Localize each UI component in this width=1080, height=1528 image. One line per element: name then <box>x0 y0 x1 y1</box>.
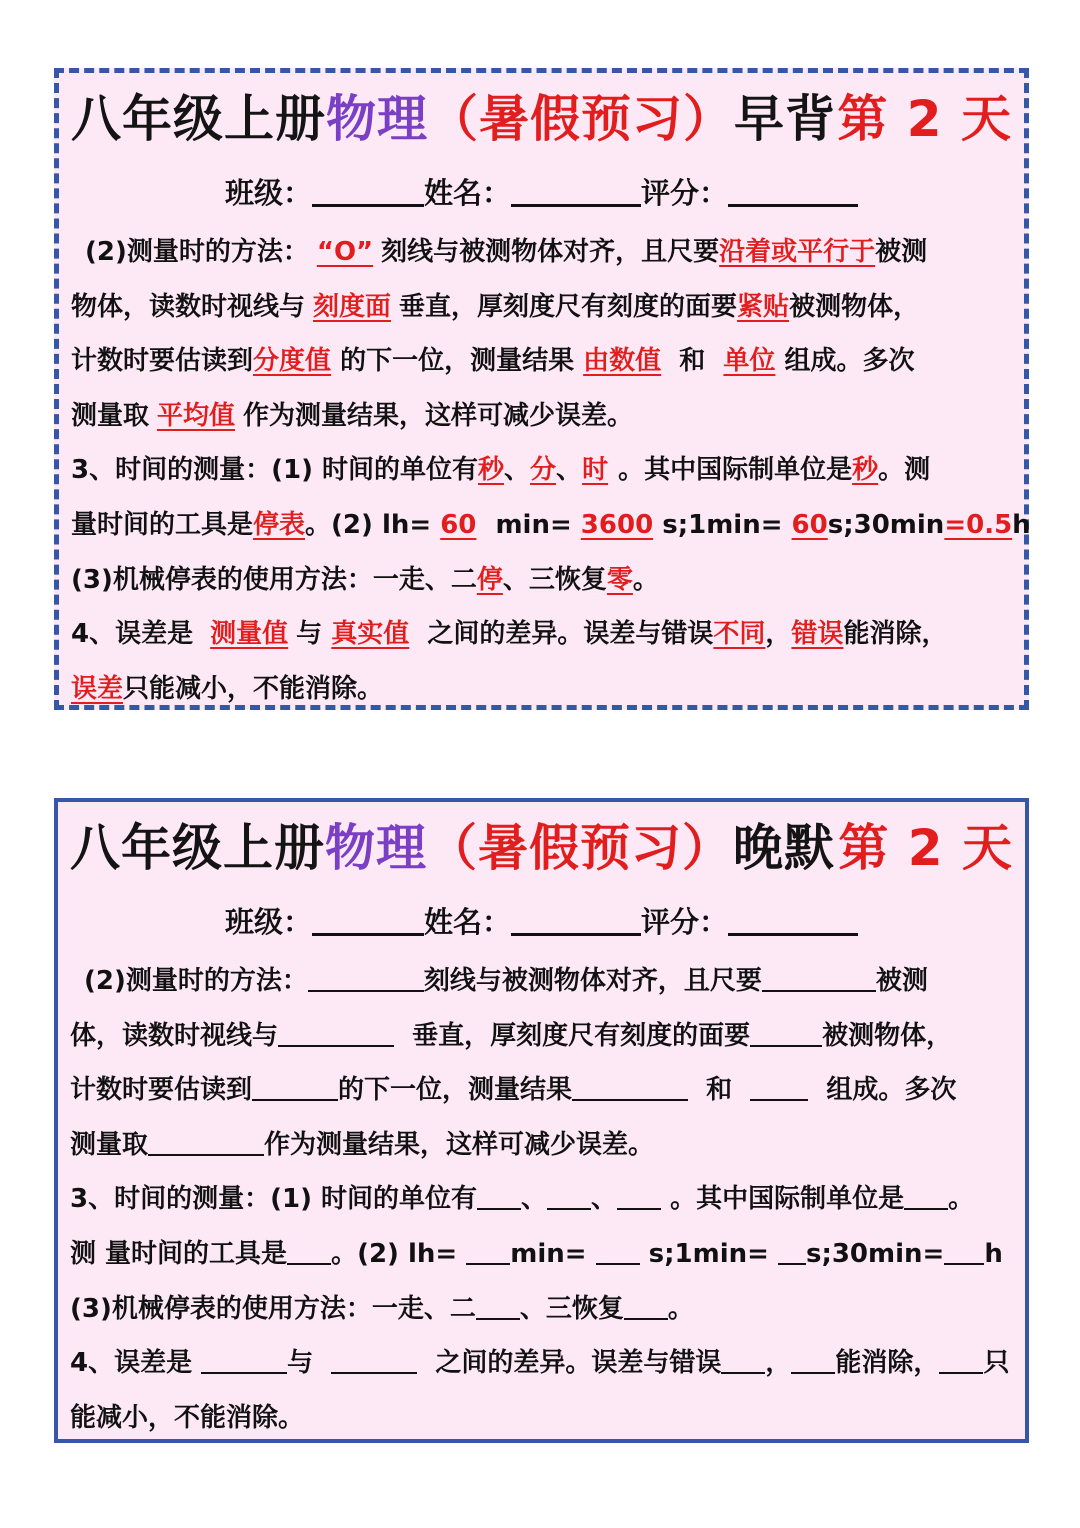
text-segment: 之间的差异。误差与错误 <box>435 1348 722 1379</box>
blank-field[interactable] <box>750 1019 822 1047</box>
answer-0-5-h: =0.5 <box>944 509 1013 540</box>
blank-field[interactable] <box>596 1237 640 1265</box>
title-prefix: 八年级上册 <box>70 819 325 877</box>
title-paren-close: ） <box>683 90 734 148</box>
evening-line-8 <box>70 1336 1013 1391</box>
evening-line-3 <box>70 1063 1013 1118</box>
text-segment: 被测物体， <box>822 1020 953 1051</box>
answer-mistake: 错误 <box>791 619 844 650</box>
score-label: 评分： <box>641 905 729 939</box>
text-segment: ， <box>765 1348 792 1379</box>
evening-line-1 <box>70 954 1013 1009</box>
text-segment: (3)机械停表的使用方法：一走、二 <box>70 1293 476 1324</box>
title-paren-open: （ <box>428 90 479 148</box>
text-segment: 能消除， <box>843 619 948 650</box>
text-segment: 被测物体， <box>789 291 920 322</box>
text-segment: 的下一位，测量结果 <box>338 1075 573 1106</box>
answer-number-value: 由数值 <box>583 346 662 377</box>
text-segment: 垂直，厚刻度尺有刻度的面要 <box>399 291 738 322</box>
text-segment: 3、时间的测量：(1) 时间的单位有 <box>71 455 478 486</box>
class-label: 班级： <box>224 176 312 210</box>
blank-field[interactable] <box>476 1292 520 1320</box>
text-segment: 、三恢复 <box>502 564 607 595</box>
answer-3600-s: 3600 <box>580 509 654 540</box>
morning-line-8 <box>71 607 1012 662</box>
title-subject: 物理 <box>325 819 427 877</box>
evening-line-4 <box>70 1118 1013 1173</box>
blank-field[interactable] <box>148 1128 264 1156</box>
morning-title <box>71 87 1012 151</box>
text-segment: 刻线与被测物体对齐，且尺要 <box>381 237 720 267</box>
text-segment: ， <box>765 619 792 650</box>
morning-body <box>71 225 1031 716</box>
answer-hour: 时 <box>582 455 609 486</box>
morning-line-3 <box>71 334 1012 389</box>
blank-field[interactable] <box>252 1073 338 1101</box>
blank-field[interactable] <box>904 1182 948 1210</box>
text-segment: (2)测量时的方法： <box>85 237 309 267</box>
text-segment: 的下一位，测量结果 <box>340 346 575 377</box>
text-segment: 刻线与被测物体对齐，且尺要 <box>423 966 762 996</box>
text-segment: 测量取 <box>71 400 150 431</box>
text-segment: 量时间的工具是 <box>71 509 254 540</box>
answer-second: 秒 <box>478 455 505 486</box>
text-segment: min= <box>486 509 581 540</box>
text-segment: 组成。多次 <box>784 346 915 377</box>
blank-field[interactable] <box>944 1237 984 1265</box>
text-segment: 与 <box>287 1348 314 1379</box>
title-holiday: 暑假预习 <box>479 90 683 148</box>
text-segment: s;1min= <box>653 509 792 540</box>
text-segment: min= <box>510 1238 596 1269</box>
morning-line-4 <box>71 389 1012 444</box>
blank-field[interactable] <box>791 1346 835 1374</box>
text-segment: (2)测量时的方法： <box>84 966 308 996</box>
evening-line-7 <box>70 1282 1013 1337</box>
text-segment: 。测 <box>878 455 931 486</box>
text-segment: 、 <box>504 455 531 486</box>
class-label: 班级： <box>224 905 312 939</box>
evening-line-9 <box>70 1391 1013 1446</box>
name-label: 姓名： <box>423 905 511 939</box>
answer-average: 平均值 <box>157 400 236 431</box>
answer-stopwatch: 停表 <box>253 509 306 540</box>
morning-line-2 <box>71 280 1012 335</box>
blank-field[interactable] <box>287 1237 331 1265</box>
answer-si-second: 秒 <box>852 455 879 486</box>
title-mode: 晚默 <box>733 819 835 877</box>
title-day: 第 2 天 <box>837 90 1012 148</box>
title-prefix: 八年级上册 <box>71 90 326 148</box>
answer-60-min: 60 <box>440 509 477 540</box>
text-segment: 4、误差是 <box>71 619 203 650</box>
blank-field[interactable] <box>331 1346 417 1374</box>
text-segment: 只能减小，不能消除。 <box>123 673 384 704</box>
answer-zero-mark: “O” <box>316 237 374 267</box>
text-segment: 计数时要估读到 <box>71 346 254 377</box>
blank-field[interactable] <box>750 1073 808 1101</box>
answer-along-parallel: 沿着或平行于 <box>719 237 876 267</box>
morning-line-5 <box>71 443 1012 498</box>
answer-unit: 单位 <box>723 346 776 377</box>
blank-field[interactable] <box>466 1237 510 1265</box>
answer-different: 不同 <box>713 619 766 650</box>
blank-field[interactable] <box>624 1292 668 1320</box>
title-holiday: 暑假预习 <box>478 819 682 877</box>
student-info-row <box>71 171 1012 215</box>
text-segment: 和 <box>706 1075 733 1106</box>
text-segment: 被测 <box>875 966 928 996</box>
blank-field[interactable] <box>617 1182 661 1210</box>
text-segment: h <box>984 1238 1003 1269</box>
name-label: 姓名： <box>423 176 511 210</box>
answer-scale-face: 刻度面 <box>313 291 392 322</box>
title-mode: 早背 <box>734 90 836 148</box>
text-segment: s;30min <box>827 509 945 540</box>
evening-line-6 <box>70 1227 1013 1282</box>
student-info-row <box>70 900 1013 944</box>
title-day: 第 2 天 <box>838 819 1013 877</box>
text-segment: 4、误差是 <box>70 1348 202 1379</box>
class-field[interactable] <box>312 174 424 207</box>
blank-field[interactable] <box>572 1073 688 1101</box>
morning-line-6 <box>71 498 1031 553</box>
text-segment: 作为测量结果，这样可减少误差。 <box>243 400 634 431</box>
evening-card <box>54 798 1029 1443</box>
answer-minute: 分 <box>530 455 557 486</box>
blank-field[interactable] <box>721 1346 765 1374</box>
text-segment: 测量取 <box>70 1129 149 1160</box>
text-segment: s;1min= <box>639 1238 778 1269</box>
answer-division-value: 分度值 <box>253 346 332 377</box>
title-subject: 物理 <box>326 90 428 148</box>
morning-line-7 <box>71 553 1012 608</box>
text-segment: 之间的差异。误差与错误 <box>427 619 714 650</box>
text-segment: 、 <box>521 1184 548 1215</box>
text-segment: 。(2) lh= <box>305 509 441 540</box>
blank-field[interactable] <box>278 1019 394 1047</box>
text-segment: 。(2) lh= <box>331 1238 467 1269</box>
answer-error: 误差 <box>71 673 124 704</box>
answer-60-s: 60 <box>791 509 828 540</box>
title-paren-open: （ <box>427 819 478 877</box>
text-segment: (3)机械停表的使用方法：一走、二 <box>71 564 477 595</box>
text-segment: 只 <box>983 1348 1010 1379</box>
text-segment: 3、时间的测量：(1) 时间的单位有 <box>70 1184 477 1215</box>
text-segment: 物体，读数时视线与 <box>71 291 306 322</box>
text-segment: 被测 <box>875 237 928 267</box>
answer-zero: 零 <box>606 564 633 595</box>
text-segment: 与 <box>296 619 323 650</box>
text-segment: h <box>1012 509 1031 540</box>
blank-field[interactable] <box>939 1346 983 1374</box>
answer-true-value: 真实值 <box>331 619 410 650</box>
blank-field[interactable] <box>201 1346 287 1374</box>
text-segment: 能消除， <box>835 1348 940 1379</box>
answer-measured-value: 测量值 <box>210 619 289 650</box>
text-segment: 。其中国际制单位是 <box>670 1184 905 1215</box>
evening-line-5 <box>70 1172 1013 1227</box>
text-segment: 、 <box>556 455 583 486</box>
text-segment: 。 <box>667 1293 694 1324</box>
blank-field[interactable] <box>477 1182 521 1210</box>
text-segment: 。 <box>632 564 659 595</box>
score-field[interactable] <box>728 174 858 207</box>
name-field[interactable] <box>511 174 641 207</box>
name-field[interactable] <box>511 903 641 936</box>
evening-line-2 <box>70 1009 1013 1064</box>
score-label: 评分： <box>641 176 729 210</box>
text-segment: 作为测量结果，这样可减少误差。 <box>264 1129 655 1160</box>
title-paren-close: ） <box>682 819 733 877</box>
text-segment: 和 <box>679 346 706 377</box>
text-segment: s;30min= <box>805 1238 945 1269</box>
text-segment: 。 <box>948 1184 975 1215</box>
text-segment: 。其中国际制单位是 <box>618 455 853 486</box>
blank-field[interactable] <box>762 964 876 992</box>
text-segment: 体，读数时视线与 <box>70 1020 279 1051</box>
answer-stop: 停 <box>476 564 503 595</box>
morning-line-9 <box>71 662 1012 717</box>
blank-field[interactable] <box>778 1237 806 1265</box>
evening-title <box>70 816 1013 880</box>
text-segment: 测 量时间的工具是 <box>70 1238 288 1269</box>
evening-body <box>70 954 1013 1445</box>
score-field[interactable] <box>728 903 858 936</box>
text-segment: 组成。多次 <box>826 1075 957 1106</box>
text-segment: 、三恢复 <box>519 1293 624 1324</box>
blank-field[interactable] <box>547 1182 591 1210</box>
text-segment: 计数时要估读到 <box>70 1075 253 1106</box>
morning-line-1 <box>71 225 1012 280</box>
class-field[interactable] <box>312 903 424 936</box>
text-segment: 、 <box>591 1184 618 1215</box>
answer-close-to: 紧贴 <box>737 291 790 322</box>
text-segment: 能减小，不能消除。 <box>70 1402 305 1433</box>
morning-card <box>54 68 1029 710</box>
blank-field[interactable] <box>308 964 424 992</box>
text-segment: 垂直，厚刻度尺有刻度的面要 <box>412 1020 751 1051</box>
